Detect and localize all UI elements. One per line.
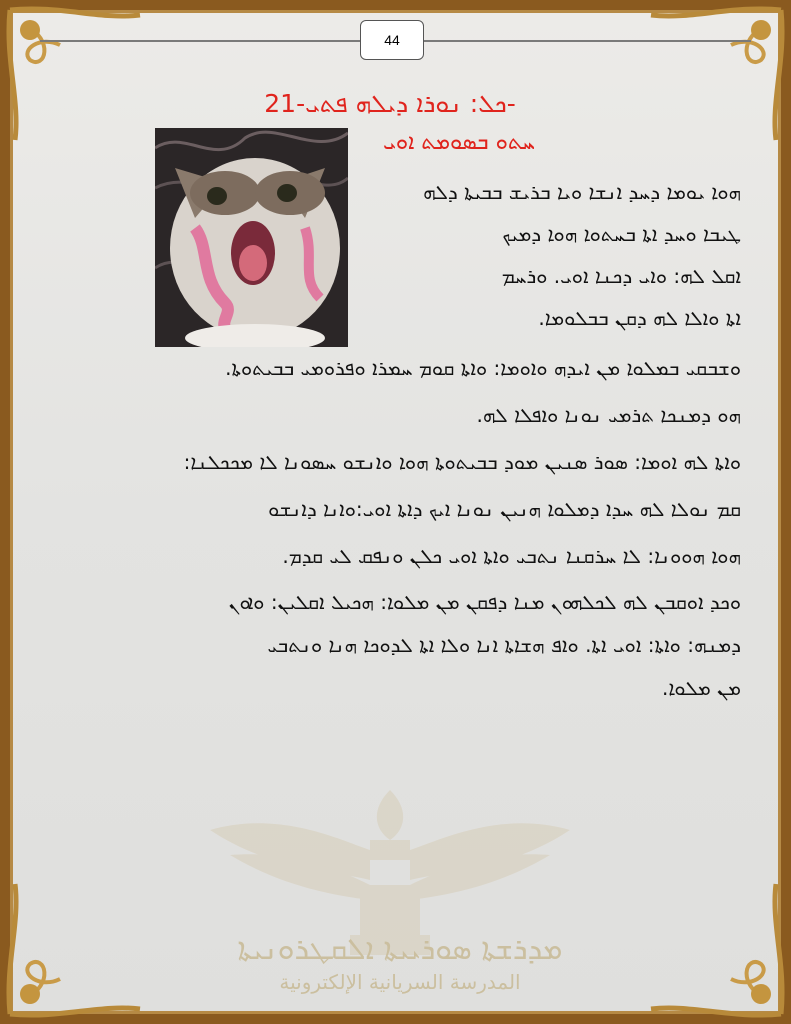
story-title: ܚܬܘ ܒܣܘܡܬ ܐܘܝ: [383, 130, 535, 155]
body-line-10: ܘܟܕ ܐܘܩܒܢ ܠܗ ܠܟܠܗܘܢ ܡܢܐ ܕܦܩܢ ܡܢ ܡܠܘܐ: ܗܟܝܠ ܐܩܠܝܢ: ܘܐܘܢ: [228, 590, 741, 614]
page-number: 44: [360, 20, 424, 60]
body-line-7: ܘܐܬܐ ܠܗ ܐܘܡܐ: ܣܘܪ ܣܢܝܢ ܡܘܕ ܒܒܝܬܘܬܐ ܗܘܐ ܘܐܢܫܘ ܚܣܘܢܐ ܠܐ ܡܟܟܠܢܐ:: [183, 450, 741, 474]
ornament-corner-bottom-right: [641, 874, 791, 1024]
ornament-corner-bottom-left: [0, 874, 150, 1024]
body-line-6: ܗܘ ܕܡܢܟܐ ܬܪܡܝ ܢܘܢܐ ܘܐܦܠܐ ܠܗ.: [476, 403, 741, 427]
body-line-11: ܕܡܢܗ: ܘܐܬܐ: ܐܘܝ ܐܬܐ. ܘܐܦ ܗܫܐܬܐ ܐܢܐ ܘܠܐ ܐܬܐ ܠܕܘܟܐ ܗܢܐ ܘܢܬܒܝ: [267, 633, 741, 657]
body-line-8: ܩܡ ܢܘܠܐ ܠܗ ܚܕܐ ܕܡܠܘܐ ܗܢܝܢ ܢܘܢܐ ܐܝܟ ܕܐܬܐ ܐܘܝ:ܘܐܢܐ ܕܐܢܫܘ: [268, 497, 741, 521]
body-line-4: ܐܬܐ ܘܐܠܐ ܠܗ ܕܩܢ ܒܒܠܘܡܐ.: [538, 306, 741, 330]
cat-photo: [155, 128, 348, 347]
school-name-arabic: المدرسة السريانية الإلكترونية: [279, 970, 521, 994]
body-line-5: ܘܫܒܩܝ ܒܡܠܘܐ ܡܢ ܐܝܕܗ ܘܐܘܡܐ: ܘܐܬܐ ܩܘܡ ܚܡܪܐ ܘܦܪܘܡܝ ܒܒܝܬܘܬܐ.: [225, 356, 741, 380]
body-line-1: ܗܘܐ ܝܘܡܐ ܕܚܕ ܐܢܫܐ ܘܝܐ ܒܪܝܫ ܒܒܝܬܐ ܕܠܗ: [423, 180, 741, 204]
body-line-3: ܐܩܠ ܠܗ: ܘܐܝ ܕܟܢܐ ܐܘܝ. ܘܪܚܡ: [501, 264, 741, 288]
ornament-corner-top-right: [641, 0, 791, 150]
chapter-title: ܟܠ: ܢܘܪܐ ܕܝܠܗ ܦܬܝ-21-: [264, 89, 516, 118]
body-line-12: ܡܢ ܡܠܘܐ.: [662, 676, 741, 700]
ornament-corner-top-left: [0, 0, 150, 150]
school-name-syriac: ܡܕܪܫܬܐ ܣܘܪܝܝܬܐ ܐܠܩܛܪܘܢܝܬܐ: [237, 932, 563, 967]
body-line-9: ܗܘܐ ܗܘܘܢܐ: ܠܐ ܚܪܩܢܐ ܢܬܒܝ ܘܐܬܐ ܐܘܝ ܟܠܢ ܘܢܦܩ ܠܝ ܩܕܡ.: [282, 544, 741, 568]
body-line-2: ܛܝܒܐ ܘܚܕ ܐܬܐ ܒܚܬܘܐ ܗܘܐ ܕܡܝܟ: [502, 222, 741, 246]
